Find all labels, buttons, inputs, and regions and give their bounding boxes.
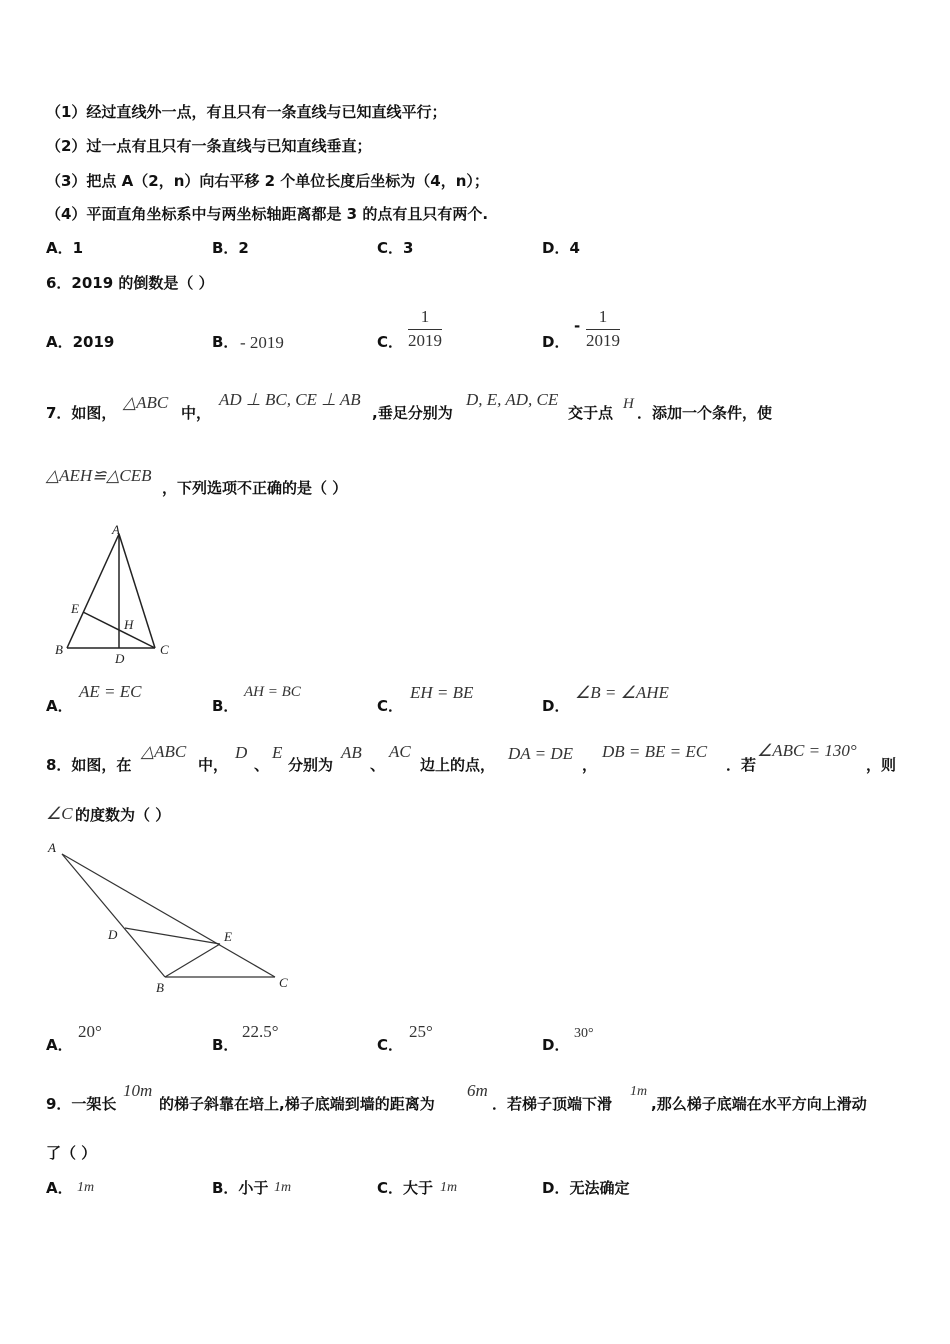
- q7-option-b-value: AH = BC: [244, 684, 301, 700]
- q9-text-2: 的梯子斜靠在培上,梯子底端到墙的距离为: [159, 1095, 435, 1113]
- q9-math-1: 10m: [123, 1081, 153, 1100]
- q6-option-d-sign: -: [574, 317, 581, 335]
- q7-math-3: D, E, AD, CE: [466, 390, 559, 409]
- q9-text-4: ,那么梯子底端在水平方向上滑动: [651, 1095, 867, 1113]
- figure-label-a: A: [112, 522, 120, 537]
- q9-text-3: ．若梯子顶端下滑: [492, 1095, 613, 1113]
- q9-option-a-label: A．: [46, 1179, 73, 1197]
- figure-label-c: C: [279, 975, 288, 990]
- q7-triangle-figure: [40, 520, 190, 670]
- q6-option-d-label: D．: [542, 333, 570, 351]
- q8-text-6: 边上的点，: [420, 756, 496, 774]
- figure-label-d: D: [108, 927, 118, 942]
- q6-option-c-fraction: [408, 307, 442, 352]
- figure-label-e: E: [71, 601, 79, 616]
- q9-option-b-value: 1m: [274, 1180, 292, 1195]
- q8-triangle-figure: [40, 835, 300, 1000]
- q7-option-a-label: A．: [46, 697, 73, 715]
- q8-option-b-value: 22.5°: [242, 1022, 279, 1041]
- figure-label-c: C: [160, 642, 169, 657]
- q7-option-d-label: D．: [542, 697, 570, 715]
- q8-text-10: 的度数为（ ）: [75, 806, 171, 824]
- q8-text-3: 、: [254, 756, 270, 774]
- q7-option-b-label: B．: [212, 697, 239, 715]
- q8-math-9: ∠C: [46, 804, 73, 823]
- q8-text-5: 、: [370, 756, 386, 774]
- q9-text-1: 9．一架长: [46, 1095, 117, 1113]
- q9-text-5: 了（ ）: [46, 1144, 97, 1162]
- q5-statement-1: （1）经过直线外一点，有且只有一条直线与已知直线平行；: [46, 103, 447, 121]
- fraction-denominator: 2019: [408, 331, 442, 350]
- q8-option-d-value: 30°: [574, 1026, 594, 1041]
- q9-option-b-label: B．小于: [212, 1179, 269, 1197]
- q7-math-2: AD ⊥ BC, CE ⊥ AB: [219, 390, 361, 409]
- figure-label-d: D: [115, 651, 125, 666]
- q8-option-b-label: B．: [212, 1036, 239, 1054]
- q9-option-d-label: D．无法确定: [542, 1179, 630, 1197]
- fraction-numerator: 1: [586, 307, 620, 330]
- q5-option-c: C．3: [377, 239, 414, 257]
- q7-option-d-value: ∠B = ∠AHE: [575, 683, 669, 702]
- fraction-denominator: 2019: [586, 331, 620, 350]
- q6-option-d-fraction: [586, 307, 620, 352]
- q9-option-a-value: 1m: [77, 1180, 95, 1195]
- q6-option-b-value: - 2019: [240, 333, 284, 352]
- q8-math-7: DB = BE = EC: [602, 742, 708, 761]
- q7-option-c-label: C．: [377, 697, 404, 715]
- q8-option-c-label: C．: [377, 1036, 404, 1054]
- q8-text-4: 分别为: [288, 756, 334, 774]
- q8-math-6: DA = DE: [508, 744, 573, 763]
- q8-text-7: ，: [582, 756, 598, 774]
- q7-math-1: △ABC: [123, 393, 169, 412]
- q8-option-c-value: 25°: [409, 1022, 433, 1041]
- q8-math-3: E: [272, 743, 283, 762]
- q8-math-8: ∠ABC = 130°: [757, 741, 857, 760]
- figure-label-a: A: [48, 840, 56, 855]
- q7-math-5: △AEH≌△CEB: [46, 466, 152, 485]
- q5-statement-2: （2）过一点有且只有一条直线与已知直线垂直；: [46, 137, 372, 155]
- q6-option-b-label: B．: [212, 333, 239, 351]
- q7-option-c-value: EH = BE: [410, 683, 474, 702]
- figure-label-h: H: [124, 617, 134, 632]
- q5-statement-3: （3）把点 A（2，n）向右平移 2 个单位长度后坐标为（4，n）；: [46, 172, 489, 190]
- q7-math-4: H: [623, 396, 634, 412]
- q8-math-5: AC: [389, 742, 411, 761]
- figure-label-b: B: [156, 980, 164, 995]
- q8-text-2: 中，: [198, 756, 229, 774]
- q5-option-b: B．2: [212, 239, 249, 257]
- figure-label-b: B: [55, 642, 63, 657]
- q9-option-c-label: C．大于: [377, 1179, 434, 1197]
- q7-option-a-value: AE = EC: [79, 682, 142, 701]
- q8-option-a-value: 20°: [78, 1022, 102, 1041]
- q5-option-d: D．4: [542, 239, 580, 257]
- q8-option-d-label: D．: [542, 1036, 570, 1054]
- figure-label-e: E: [224, 929, 232, 944]
- q5-statement-4: （4）平面直角坐标系中与两坐标轴距离都是 3 的点有且只有两个.: [46, 205, 489, 223]
- q5-option-a: A．1: [46, 239, 84, 257]
- q7-text-6: ，下列选项不正确的是（ ）: [162, 479, 348, 497]
- q9-math-3: 1m: [630, 1084, 648, 1099]
- q7-text-1: 7．如图，: [46, 404, 117, 422]
- q7-text-5: ．添加一个条件，使: [637, 404, 773, 422]
- fraction-numerator: 1: [408, 307, 442, 330]
- q8-math-2: D: [235, 743, 248, 762]
- q7-text-2: 中，: [181, 404, 212, 422]
- q8-text-1: 8．如图，在: [46, 756, 132, 774]
- q7-text-3: ,垂足分别为: [372, 404, 453, 422]
- q8-math-1: △ABC: [141, 742, 187, 761]
- q6-option-a: A．2019: [46, 333, 115, 351]
- q9-math-2: 6m: [467, 1081, 488, 1100]
- q7-text-4: 交于点: [568, 404, 614, 422]
- q8-text-9: ，则: [866, 756, 897, 774]
- q8-option-a-label: A．: [46, 1036, 73, 1054]
- q9-option-c-value: 1m: [440, 1180, 458, 1195]
- q8-math-4: AB: [341, 743, 362, 762]
- q8-text-8: ．若: [726, 756, 757, 774]
- q6-option-c-label: C．: [377, 333, 404, 351]
- q6-stem: 6．2019 的倒数是（ ）: [46, 274, 214, 292]
